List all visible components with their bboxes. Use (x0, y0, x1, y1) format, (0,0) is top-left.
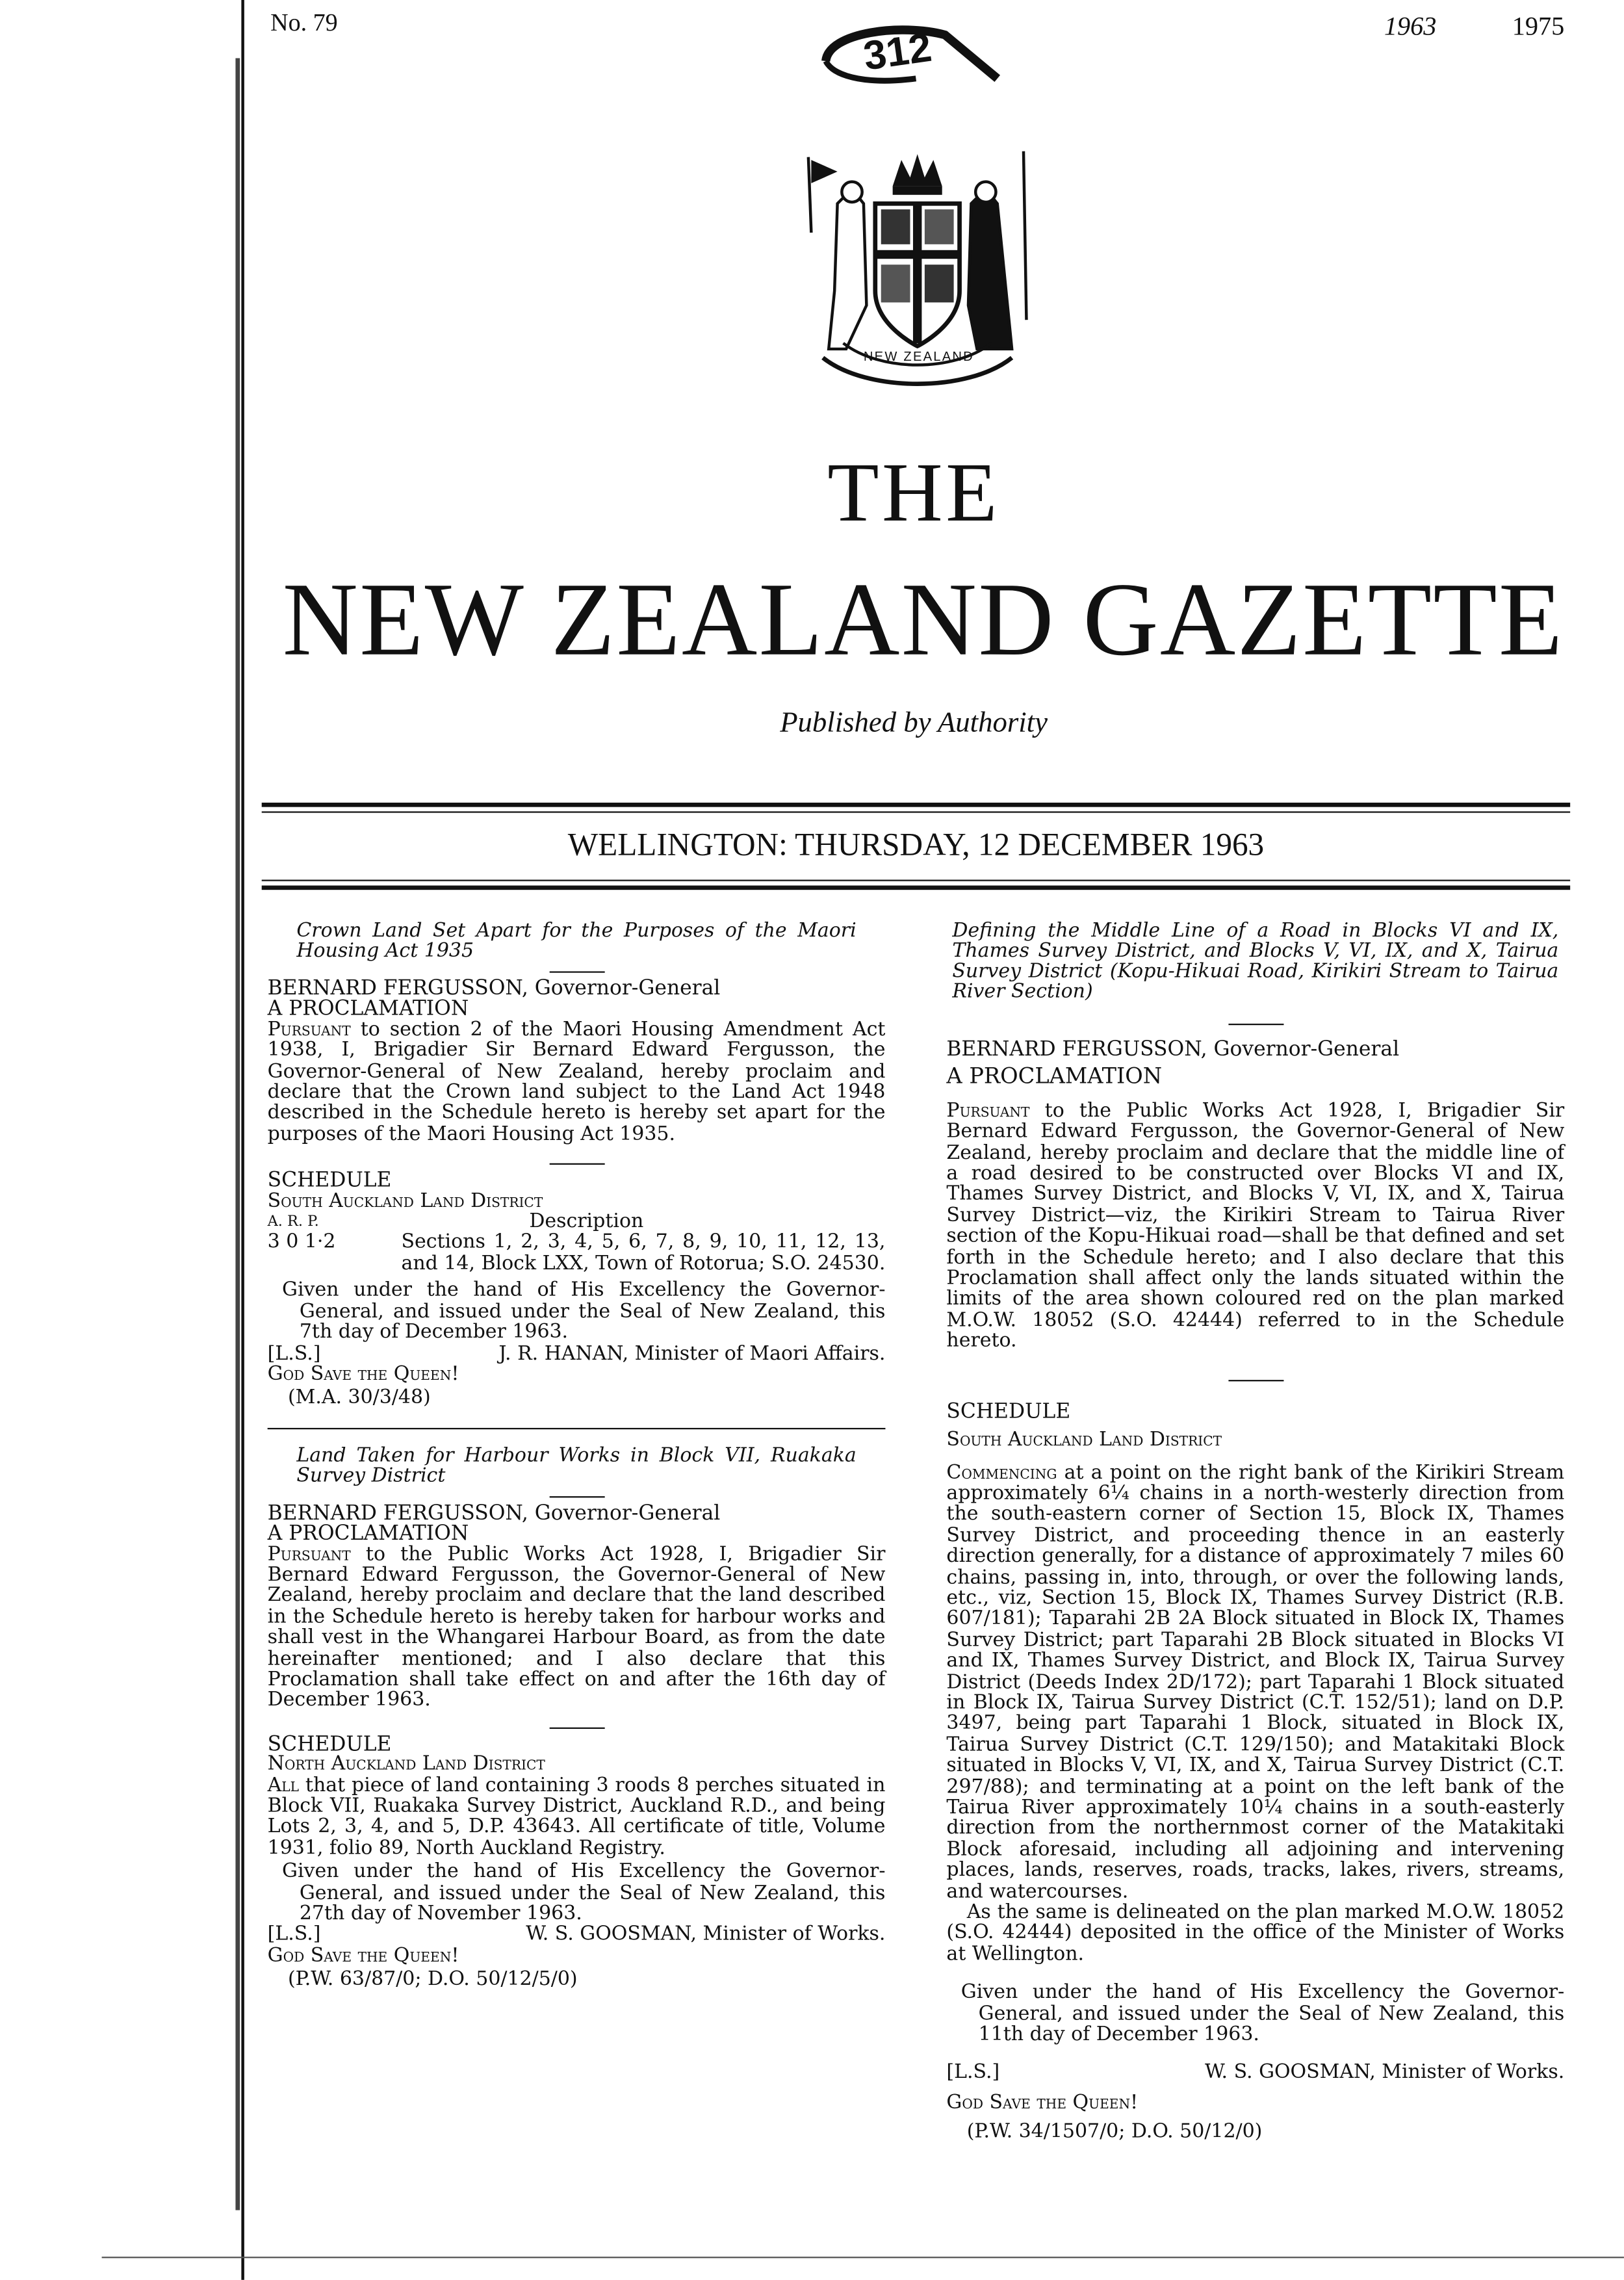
notice2-body-text: to the Public Works Act 1928, I, Brigadier Sir Bernard Edward Fergusson, the Governor-General of New Zealand, hereby proclaim and declare that the land described in the Schedule hereto is hereby taken for harbour works and shall vest in the Whangarei Harbour Board, as from the date hereinafter mentioned; and I also declare that this Proclamation shall take effect on and after the 16th day of December 1963. (267, 1543, 886, 1713)
masthead-tagline: Published by Authority (780, 706, 1048, 739)
notice1-ref: (M.A. 30/3/48) (287, 1387, 431, 1410)
notice3-commencing: Commencing (946, 1462, 1057, 1484)
notice3-pursuant: Pursuant (946, 1100, 1030, 1122)
bottom-edge-line (102, 2257, 1624, 2258)
notice1-rule-2 (549, 1163, 604, 1165)
notice1-separator (549, 971, 604, 972)
notice3-description (946, 1464, 1564, 1904)
notice3-minister: W. S. GOOSMAN, Minister of Works. (1204, 2062, 1565, 2084)
notice2-land (268, 1776, 886, 1860)
binding-edge-line (241, 0, 244, 2280)
notice1-body-text: to section 2 of the Maori Housing Amendment Act 1938, I, Brigadier Sir Bernard Edward Fergusson, the Governor-General of New Zealand, hereby proclaim and declare that the Crown land subject to the Land Act 1948 described in the Schedule hereto is hereby set apart for the purposes of the Maori Housing Act 1935. (267, 1018, 886, 1146)
notice1-minister: J. R. HANAN, Minister of Maori Affairs. (498, 1343, 886, 1365)
description-label: Description (529, 1211, 644, 1234)
notice2-ls: [L.S.] (267, 1924, 321, 1947)
notice1-table-row (268, 1234, 886, 1275)
notice2-given: Given under the hand of His Excellency the Governor-General, and issued under the Seal of New Zealand, this 27th day of November 1963. (282, 1861, 886, 1926)
dateline-rule-thick (262, 885, 1570, 890)
masthead-rule-thick (262, 803, 1570, 807)
notice3-ref: (P.W. 34/1507/0; D.O. 50/12/0) (966, 2121, 1263, 2144)
notice2-pursuant: Pursuant (267, 1543, 351, 1566)
notice1-signature-row (268, 1344, 886, 1365)
notice2-district: North Auckland Land District (267, 1754, 545, 1776)
notice2-signature-row (268, 1926, 886, 1947)
notice3-governor: BERNARD FERGUSSON, Governor-General (946, 1038, 1400, 1062)
notice2-schedule-title: SCHEDULE (267, 1733, 392, 1757)
masthead-rule-thin (262, 811, 1570, 812)
stamp-mark (814, 20, 1003, 93)
notice2-ref: (P.W. 63/87/0; D.O. 50/12/5/0) (287, 1969, 578, 1991)
notice3-delineated: As the same is delineated on the plan marked M.O.W. 18052 (S.O. 42444) deposited in the office of the Minister of Works at Wellington. (946, 1902, 1565, 1966)
notice1-district: South Auckland Land District (267, 1190, 543, 1213)
stamp-number: 312 (860, 24, 934, 79)
arp-label: A. R. P. (267, 1214, 319, 1230)
notice3-ls: [L.S.] (946, 2062, 1000, 2084)
notice1-heading: Crown Land Set Apart for the Purposes of the Maori Housing Act 1935 (296, 920, 857, 963)
notice2-proclamation-title: A PROCLAMATION (267, 1522, 469, 1546)
notice2-body (268, 1545, 886, 1713)
crest-motto: NEW ZEALAND (863, 348, 974, 364)
notice1-area: 3 0 1·2 (267, 1232, 336, 1254)
left-column (268, 922, 886, 1991)
notice2-separator (549, 1496, 604, 1497)
notice1-schedule-title: SCHEDULE (267, 1169, 392, 1193)
notice2-governor: BERNARD FERGUSSON, Governor-General (267, 1501, 721, 1525)
notice1-pursuant: Pursuant (267, 1018, 351, 1041)
coat-of-arms-emblem (779, 146, 1055, 393)
notice1-body (268, 1020, 886, 1146)
masthead-title: NEW ZEALAND GAZETTE (282, 561, 1564, 678)
binding-edge-shadow (235, 58, 240, 2210)
notice2-land-text: that piece of land containing 3 roods 8 perches situated in Block VII, Ruakaka Survey District, Auckland R.D., and being Lots 2, 3, 4, and 5, D.P. 43643. All certificate of title, Volume 1931, folio 89, North Auckland Registry. (267, 1774, 886, 1859)
issue-number: No. 79 (270, 8, 338, 36)
page-number: 1975 (1512, 11, 1565, 41)
notice3-body (946, 1102, 1564, 1353)
notice1-description: Sections 1, 2, 3, 4, 5, 6, 7, 8, 9, 10, 11, 12, 13, and 14, Block LXX, Town of Rotorua; S.O. 24530. (401, 1232, 886, 1275)
notice1-given: Given under the hand of His Excellency the Governor-General, and issued under the Seal of New Zealand, this 7th day of December 1963. (282, 1280, 886, 1344)
notice3-given: Given under the hand of His Excellency the Governor-General, and issued under the Seal of New Zealand, this 11th day of December 1963. (960, 1982, 1565, 2046)
notice3-district: South Auckland Land District (946, 1429, 1222, 1451)
dateline-rule-thin (262, 880, 1570, 881)
notice3-description-text: at a point on the right bank of the Kirikiri Stream approximately 6¼ chains in a north-westerly direction from the south-eastern corner of Section 15, Block IX, Thames Survey District, and proceeding thence in an easterly direction generally, for a distance of approximately 7 miles 60 chains, passing in, into, through, or over the following lands, etc., viz, Section 15, Block IX, Thames Survey District (R.B. 607/181); Taparahi 2B 2A Block situated in Block IX, Thames Survey District; part Taparahi 2B Block situated in Blocks VI and IX, Thames Survey District, and Block IX, Tairua Survey District (Deeds Index 2D/172); part Taparahi 1 Block situated in Block IX, Tairua Survey District (C.T. 152/51); land on D.P. 3497, being part Taparahi 1 Block, situated in Block IX, Tairua Survey District (C.T. 129/150); and Matakitaki Block situated in Blocks V, VI, IX, and X, Tairua Survey District (C.T. 297/88); and terminating at a point on the left bank of the Tairua River approximately 10¼ chains in a south-easterly direction from the northernmost corner of the Matakitaki Block aforesaid, including all adjoining and intervening places, lands, reserves, roads, tracks, lakes, rivers, streams, and watercourses. (946, 1462, 1565, 1903)
notice3-gsq: God Save the Queen! (946, 2092, 1139, 2114)
notice3-schedule-title: SCHEDULE (946, 1399, 1071, 1423)
notice1-ls: [L.S.] (267, 1343, 321, 1365)
notice2-minister: W. S. GOOSMAN, Minister of Works. (526, 1924, 886, 1947)
left-notice-divider (268, 1427, 886, 1429)
notice1-gsq: God Save the Queen! (267, 1364, 459, 1386)
notice2-gsq: God Save the Queen! (267, 1945, 459, 1967)
notice3-signature-row (946, 2064, 1564, 2085)
dateline: WELLINGTON: THURSDAY, 12 DECEMBER 1963 (567, 825, 1265, 862)
notice2-rule-2 (549, 1727, 604, 1728)
notice3-heading: Defining the Middle Line of a Road in Blocks VI and IX, Thames Survey District, and Blocks V, VI, IX, and X, Tairua Survey District (Kopu-Hikuai Road, Kirikiri Stream to Tairua River Section) (952, 920, 1559, 1004)
notice1-proclamation-title: A PROCLAMATION (267, 998, 469, 1022)
notice2-heading: Land Taken for Harbour Works in Block VII, Ruakaka Survey District (296, 1445, 857, 1488)
masthead-the: THE (827, 445, 1000, 540)
notice3-body-text: to the Public Works Act 1928, I, Brigadier Sir Bernard Edward Fergusson, the Governor-General of New Zealand, hereby proclaim and declare that the middle line of a road desired to be constructed over Blocks VI and IX, Thames Survey District, and Blocks V, VI, IX, and X, Tairua Survey District—viz, the Kirikiri Stream to Tairua River section of the Kopu-Hikuai road—shall be that defined and set forth in the Schedule hereto; and I also declare that this Proclamation shall affect only the lands situated within the limits of the area shown coloured red on the plan marked M.O.W. 18052 (S.O. 42444) referred to in the Schedule hereto. (946, 1100, 1565, 1353)
right-column (946, 922, 1564, 2144)
notice3-separator (1228, 1024, 1283, 1025)
notice2-all: All (267, 1774, 300, 1797)
notice1-table-header (268, 1213, 886, 1234)
notice3-rule-2 (1228, 1379, 1283, 1380)
notice3-proclamation-title: A PROCLAMATION (946, 1063, 1163, 1090)
notice1-governor: BERNARD FERGUSSON, Governor-General (267, 977, 721, 1001)
handwritten-year: 1963 (1384, 11, 1437, 41)
